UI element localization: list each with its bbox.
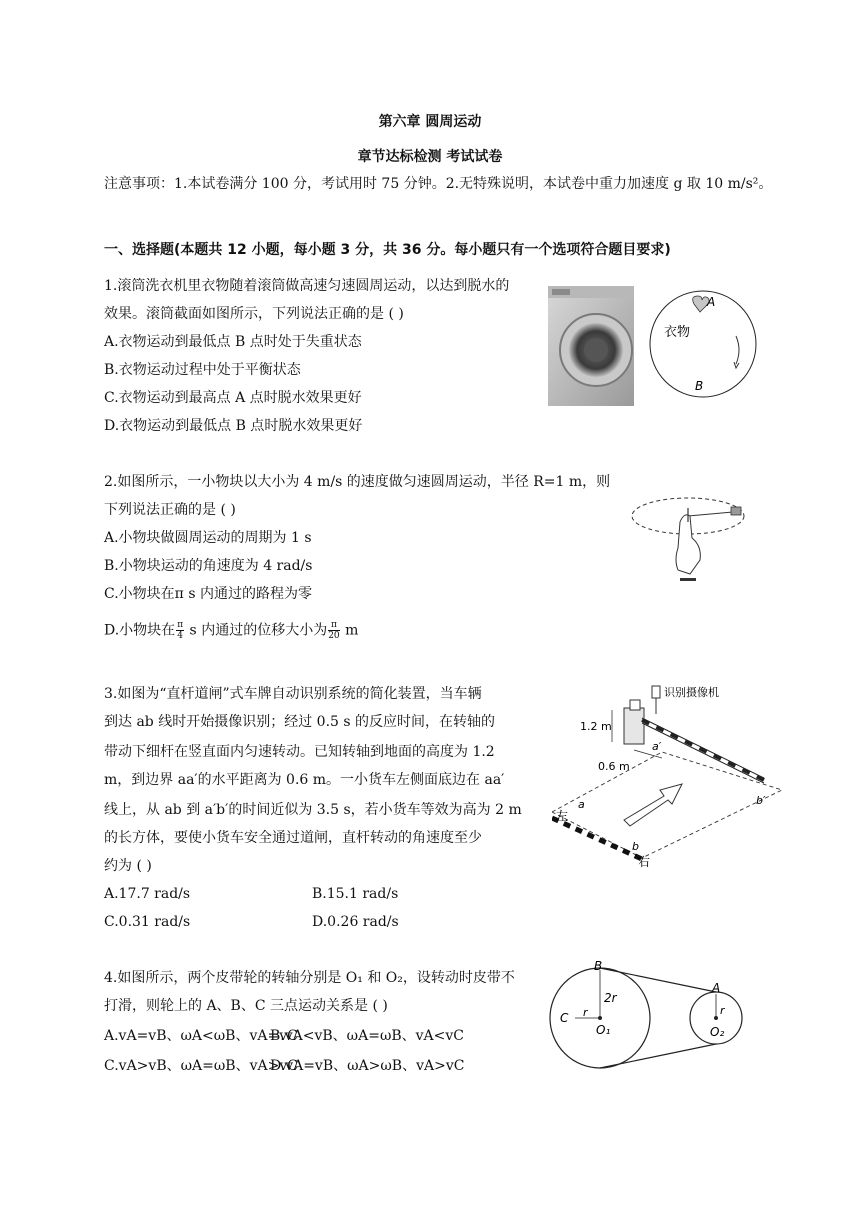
fig3-label-a: a xyxy=(578,798,585,811)
fig3-label-width: 0.6 m xyxy=(598,760,630,773)
q2-option-c: C.小物块在π s 内通过的路程为零 xyxy=(104,586,312,602)
fig4-label-o2: O₂ xyxy=(710,1025,725,1039)
belt-pulley-diagram xyxy=(540,958,760,1074)
fig1-label-clothes: 衣物 xyxy=(664,325,691,340)
fig3-label-a2: a′ xyxy=(652,740,662,753)
exam-title: 章节达标检测 考试试卷 xyxy=(357,149,503,165)
q2-option-b: B.小物块运动的角速度为 4 rad/s xyxy=(104,558,313,574)
q3-option-b: B.15.1 rad/s xyxy=(312,886,399,902)
chapter-title: 第六章 圆周运动 xyxy=(378,114,482,130)
q3-stem-line2: 到达 ab 线时开始摄像识别；经过 0.5 s 的反应时间，在转轴的 xyxy=(104,714,496,730)
fig4-label-c: C xyxy=(560,1011,569,1025)
washing-machine-photo xyxy=(548,286,634,406)
q4-stem-line2: 打滑，则轮上的 A、B、C 三点运动关系是 ( ) xyxy=(104,998,388,1014)
fraction-pi-over-4: $\frac{\pi}{4}$ xyxy=(177,620,184,641)
q3-stem-line5: 线上，从 ab 到 a′b′的时间近似为 3.5 s，若小货车等效为高为 2 m xyxy=(104,802,522,818)
section-heading: 一、选择题(本题共 12 小题，每小题 3 分，共 36 分。每小题只有一个选项符合题目要求) xyxy=(104,242,671,258)
q1-stem-line1: 1.滚筒洗衣机里衣物随着滚筒做高速匀速圆周运动，以达到脱水的 xyxy=(104,278,510,294)
q3-stem-line7: 约为 ( ) xyxy=(104,858,152,874)
fig4-label-r2: r xyxy=(720,1004,725,1017)
fraction-pi-over-20: $\frac{\pi}{20}$ xyxy=(328,620,340,641)
fig3-label-height: 1.2 m xyxy=(580,720,612,733)
fig4-label-r: r xyxy=(583,1006,588,1019)
q4-option-b: B.vA<vB、ωA=ωB、vA<vC xyxy=(270,1028,465,1044)
q3-stem-line3: 带动下细杆在竖直面内匀速转动。已知转轴到地面的高度为 1.2 xyxy=(104,744,495,760)
q3-option-a: A.17.7 rad/s xyxy=(104,886,191,902)
q1-option-b: B.衣物运动过程中处于平衡状态 xyxy=(104,362,301,378)
q3-stem-line6: 的长方体，要使小货车安全通过道闸，直杆转动的角速度至少 xyxy=(104,830,482,846)
q4-stem-line1: 4.如图所示，两个皮带轮的转轴分别是 O₁ 和 O₂，设转动时皮带不 xyxy=(104,970,515,986)
q2-stem-line2: 下列说法正确的是 ( ) xyxy=(104,502,236,518)
toll-gate-diagram xyxy=(552,680,790,870)
fig4-label-b: B xyxy=(594,959,603,973)
q3-option-d: D.0.26 rad/s xyxy=(312,914,399,930)
fig4-label-o1: O₁ xyxy=(596,1023,611,1037)
q4-option-a: A.vA=vB、ωA<ωB、vA=vC xyxy=(104,1028,298,1044)
fig3-label-right: 右 xyxy=(638,855,651,869)
exam-notes: 注意事项：1.本试卷满分 100 分，考试用时 75 分钟。2.无特殊说明，本试卷中重力加速度 g 取 10 m/s²。 xyxy=(104,176,773,192)
q1-stem-line2: 效果。滚筒截面如图所示，下列说法正确的是 ( ) xyxy=(104,306,404,322)
q1-option-c: C.衣物运动到最高点 A 点时脱水效果更好 xyxy=(104,390,362,406)
q2-option-a: A.小物块做圆周运动的周期为 1 s xyxy=(104,530,312,546)
fig3-label-camera: 识别摄像机 xyxy=(664,686,719,699)
drum-diagram xyxy=(648,286,758,406)
q4-option-c: C.vA>vB、ωA=ωB、vA>vC xyxy=(104,1058,298,1074)
q1-option-d: D.衣物运动到最低点 B 点时脱水效果更好 xyxy=(104,418,363,434)
fig3-label-left: 左 xyxy=(556,809,569,823)
fig3-label-b: b xyxy=(632,840,639,853)
q4-option-d: D.vA=vB、ωA>ωB、vA>vC xyxy=(270,1058,465,1074)
q2-option-d: D.小物块在 $\frac{\pi}{4}$ s 内通过的位移大小为 $\frac{\pi}{20}$ m xyxy=(104,620,359,641)
fig1-label-b: B xyxy=(695,379,704,393)
fig3-label-b2: b′ xyxy=(756,794,766,807)
q3-option-c: C.0.31 rad/s xyxy=(104,914,191,930)
q1-option-a: A.衣物运动到最低点 B 点时处于失重状态 xyxy=(104,334,362,350)
q3-stem-line4: m，到边界 aa′的水平距离为 0.6 m。一小货车左侧面底边在 aa′ xyxy=(104,772,505,788)
fig4-label-2r: 2r xyxy=(604,991,617,1005)
q3-stem-line1: 3.如图为“直杆道闸”式车牌自动识别系统的简化装置，当车辆 xyxy=(104,686,482,702)
fig4-label-a: A xyxy=(712,981,721,995)
hand-swing-diagram xyxy=(628,492,748,582)
q2-stem-line1: 2.如图所示，一小物块以大小为 4 m/s 的速度做匀速圆周运动，半径 R=1 m，则 xyxy=(104,474,611,490)
fig1-label-a: A xyxy=(707,295,716,309)
